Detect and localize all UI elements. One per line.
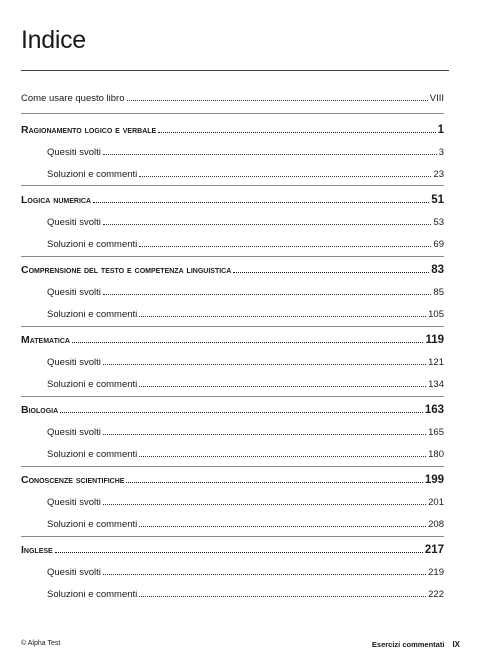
footer-page-number: IX bbox=[452, 640, 460, 649]
dot-leader bbox=[103, 154, 437, 155]
dot-leader bbox=[103, 574, 426, 575]
toc-entry[interactable] bbox=[47, 284, 444, 298]
toc-entry[interactable] bbox=[47, 516, 444, 530]
toc-section-title: Ragionamento logico e verbale bbox=[21, 124, 157, 136]
dot-leader bbox=[103, 504, 426, 505]
toc-entry-page: 53 bbox=[433, 217, 444, 228]
toc-entry-page: 201 bbox=[428, 497, 444, 508]
toc-entry-page: 121 bbox=[428, 357, 444, 368]
toc-entry-label: Soluzioni e commenti bbox=[47, 379, 138, 390]
divider bbox=[21, 396, 444, 397]
dot-leader bbox=[139, 246, 431, 247]
divider bbox=[21, 185, 444, 186]
toc-entry-page: 69 bbox=[433, 239, 444, 250]
dot-leader bbox=[55, 552, 423, 553]
toc-entry[interactable] bbox=[47, 446, 444, 460]
toc-section-title: Biologia bbox=[21, 404, 59, 416]
toc-entry-label: Soluzioni e commenti bbox=[47, 449, 138, 460]
toc-section[interactable] bbox=[21, 542, 444, 556]
toc-entry-page: 180 bbox=[428, 449, 444, 460]
footer-copyright: © Alpha Test bbox=[21, 640, 61, 647]
toc-entry-label: Quesiti svolti bbox=[47, 357, 101, 368]
footer-right bbox=[372, 640, 460, 649]
toc-entry-label: Soluzioni e commenti bbox=[47, 239, 138, 250]
toc-entry-label: Quesiti svolti bbox=[47, 147, 101, 158]
toc-entry[interactable] bbox=[47, 236, 444, 250]
dot-leader bbox=[233, 272, 429, 273]
toc-entry[interactable] bbox=[47, 424, 444, 438]
toc-entry-page: 3 bbox=[438, 147, 444, 158]
toc-section[interactable] bbox=[21, 402, 444, 416]
divider bbox=[21, 256, 444, 257]
toc-entry-label: Soluzioni e commenti bbox=[47, 519, 138, 530]
divider bbox=[21, 113, 444, 114]
toc-entry-page: 23 bbox=[433, 169, 444, 180]
title-rule bbox=[21, 70, 449, 71]
toc-entry-label: Soluzioni e commenti bbox=[47, 169, 138, 180]
dot-leader bbox=[139, 596, 426, 597]
toc-section-title: Matematica bbox=[21, 334, 70, 346]
dot-leader bbox=[139, 176, 431, 177]
toc-entry-page: 134 bbox=[428, 379, 444, 390]
dot-leader bbox=[139, 316, 426, 317]
toc-section-page: 199 bbox=[424, 474, 444, 486]
toc-entry-label: Quesiti svolti bbox=[47, 567, 101, 578]
toc-entry[interactable] bbox=[47, 144, 444, 158]
toc-section-page: 51 bbox=[431, 194, 444, 206]
toc-section-title: Conoscenze scientifiche bbox=[21, 474, 125, 486]
toc-entry-label: Soluzioni e commenti bbox=[47, 589, 138, 600]
toc-entry-page: 85 bbox=[433, 287, 444, 298]
toc-entry[interactable] bbox=[47, 214, 444, 228]
toc-entry-page: 165 bbox=[428, 427, 444, 438]
toc-entry[interactable] bbox=[47, 376, 444, 390]
divider bbox=[21, 466, 444, 467]
toc-entry-intro[interactable] bbox=[21, 90, 444, 104]
dot-leader bbox=[139, 386, 426, 387]
toc-section[interactable] bbox=[21, 332, 444, 346]
divider bbox=[21, 536, 444, 537]
toc-section[interactable] bbox=[21, 122, 444, 136]
toc-entry[interactable] bbox=[47, 354, 444, 368]
page-title: Indice bbox=[21, 26, 86, 54]
dot-leader bbox=[126, 482, 422, 483]
dot-leader bbox=[103, 364, 426, 365]
toc-entry-page: 105 bbox=[428, 309, 444, 320]
toc-entry[interactable] bbox=[47, 166, 444, 180]
toc-entry-label: Soluzioni e commenti bbox=[47, 309, 138, 320]
toc-section-page: 83 bbox=[431, 264, 444, 276]
dot-leader bbox=[93, 202, 429, 203]
toc-section[interactable] bbox=[21, 472, 444, 486]
dot-leader bbox=[103, 224, 432, 225]
toc-entry-label: Come usare questo libro bbox=[21, 93, 125, 104]
dot-leader bbox=[139, 456, 426, 457]
toc-entry-page: 222 bbox=[428, 589, 444, 600]
toc-section[interactable] bbox=[21, 262, 444, 276]
dot-leader bbox=[103, 434, 426, 435]
toc-entry[interactable] bbox=[47, 306, 444, 320]
toc-section-title: Logica numerica bbox=[21, 194, 91, 206]
toc-entry[interactable] bbox=[47, 564, 444, 578]
toc-entry-label: Quesiti svolti bbox=[47, 287, 101, 298]
dot-leader bbox=[158, 132, 435, 133]
toc-entry-label: Quesiti svolti bbox=[47, 217, 101, 228]
toc-entry-page: 208 bbox=[428, 519, 444, 530]
toc-entry[interactable] bbox=[47, 494, 444, 508]
toc-section-title: Comprensione del testo e competenza linguistica bbox=[21, 264, 232, 276]
divider bbox=[21, 326, 444, 327]
toc-entry-page: VIII bbox=[429, 93, 444, 104]
dot-leader bbox=[60, 412, 423, 413]
toc-section[interactable] bbox=[21, 192, 444, 206]
toc-section-page: 163 bbox=[424, 404, 444, 416]
footer-book-title: Esercizi commentati bbox=[371, 640, 445, 649]
toc-section-page: 217 bbox=[424, 544, 444, 556]
dot-leader bbox=[72, 342, 424, 343]
toc-entry-label: Quesiti svolti bbox=[47, 497, 101, 508]
dot-leader bbox=[127, 100, 428, 101]
dot-leader bbox=[139, 526, 426, 527]
toc-entry-label: Quesiti svolti bbox=[47, 427, 101, 438]
toc-section-page: 1 bbox=[437, 124, 444, 136]
dot-leader bbox=[103, 294, 432, 295]
toc-section-title: Inglese bbox=[21, 544, 53, 556]
toc-section-page: 119 bbox=[425, 334, 444, 346]
toc-entry[interactable] bbox=[47, 586, 444, 600]
toc-entry-page: 219 bbox=[428, 567, 444, 578]
